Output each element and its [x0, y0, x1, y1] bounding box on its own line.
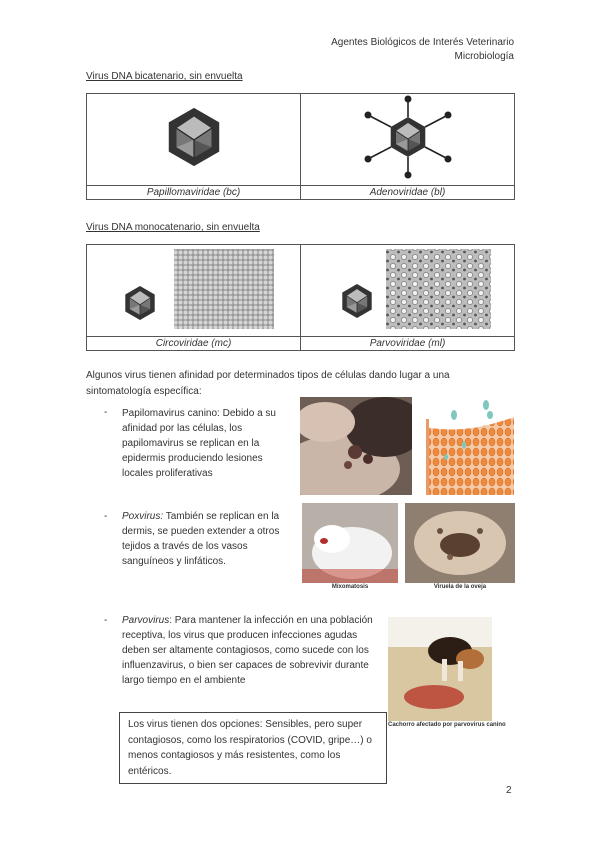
caption-mixomatosis: Mixomatosis	[331, 584, 369, 590]
bullet-papilomavirus: Papilomavirus canino: Debido a su afinidad por las células, los papilomavirus se replican en la epidermis produciendo lesiones locales proliferativas	[122, 408, 276, 479]
header-course: Agentes Biológicos de Interés Veterinario	[331, 37, 514, 48]
caption-circoviridae: Circoviridae (mc)	[87, 337, 301, 351]
bullet-poxvirus-text: También se replican en la dermis, se pueden extender a otros tejidos a través de los vasos sanguíneos y linfáticos.	[122, 511, 280, 567]
caption-papillomaviridae: Papillomaviridae (bc)	[87, 186, 301, 200]
intro-paragraph: Algunos virus tienen afinidad por determinados tipos de células dando lugar a una sintomatología específica:	[86, 370, 450, 397]
page-number: 2	[506, 785, 512, 796]
ssdna-virus-table	[86, 244, 515, 351]
mixomatosis-photo	[302, 503, 398, 583]
icosahedron-icon	[342, 284, 371, 318]
electron-micrograph	[174, 249, 274, 329]
caption-parvoviridae: Parvoviridae (ml)	[301, 337, 515, 351]
document-header	[331, 36, 514, 64]
parvoviridae-image	[301, 245, 515, 337]
dog-papilloma-photo	[300, 397, 412, 495]
adenoviridae-image	[301, 94, 515, 186]
bullet-parvovirus-text: : Para mantener la infección en una población receptiva, los virus que producen infecciones agudas deben ser altamente contagiosos, como sucede con los influenzavirus, o bien ser capaces de sobrevivir durante largo tiempo en el ambiente	[122, 615, 373, 686]
bullet-poxvirus	[122, 509, 282, 569]
viruela-oveja-photo	[405, 503, 515, 583]
bullet-poxvirus-name: Poxvirus:	[122, 511, 164, 522]
adenovirus-spike-icon	[358, 94, 458, 180]
note-box: Los virus tienen dos opciones: Sensibles, pero super contagiosos, como los respiratorios (COVID, gripe…) o menos contagiosos y más resistentes, como los entéricos.	[119, 712, 387, 784]
icosahedron-icon	[159, 102, 229, 172]
section-title-ssdna: Virus DNA monocatenario, sin envuelta	[86, 222, 260, 233]
electron-micrograph	[386, 249, 491, 329]
skin-section-diagram	[416, 397, 514, 495]
caption-viruela: Viruela de la oveja	[433, 584, 487, 590]
bullet-parvovirus	[122, 613, 386, 688]
caption-adenoviridae: Adenoviridae (bl)	[301, 186, 515, 200]
parvoviridae-figure	[302, 245, 514, 331]
icosahedron-icon	[125, 286, 154, 320]
bullet-dash: -	[104, 511, 108, 522]
dsdna-virus-table	[86, 93, 515, 200]
bullet-parvovirus-name: Parvovirus	[122, 615, 170, 626]
bullet-dash: -	[104, 615, 108, 626]
caption-parvo: Cachorro afectado por parvovirus canino	[388, 722, 506, 728]
papillomaviridae-image	[87, 94, 301, 186]
bullet-dash: -	[104, 407, 108, 418]
circoviridae-image	[87, 245, 301, 337]
parvovirus-puppy-photo	[388, 617, 492, 721]
section-title-dsdna: Virus DNA bicatenario, sin envuelta	[86, 71, 243, 82]
header-subject: Microbiología	[454, 51, 514, 62]
circoviridae-figure	[88, 245, 300, 331]
